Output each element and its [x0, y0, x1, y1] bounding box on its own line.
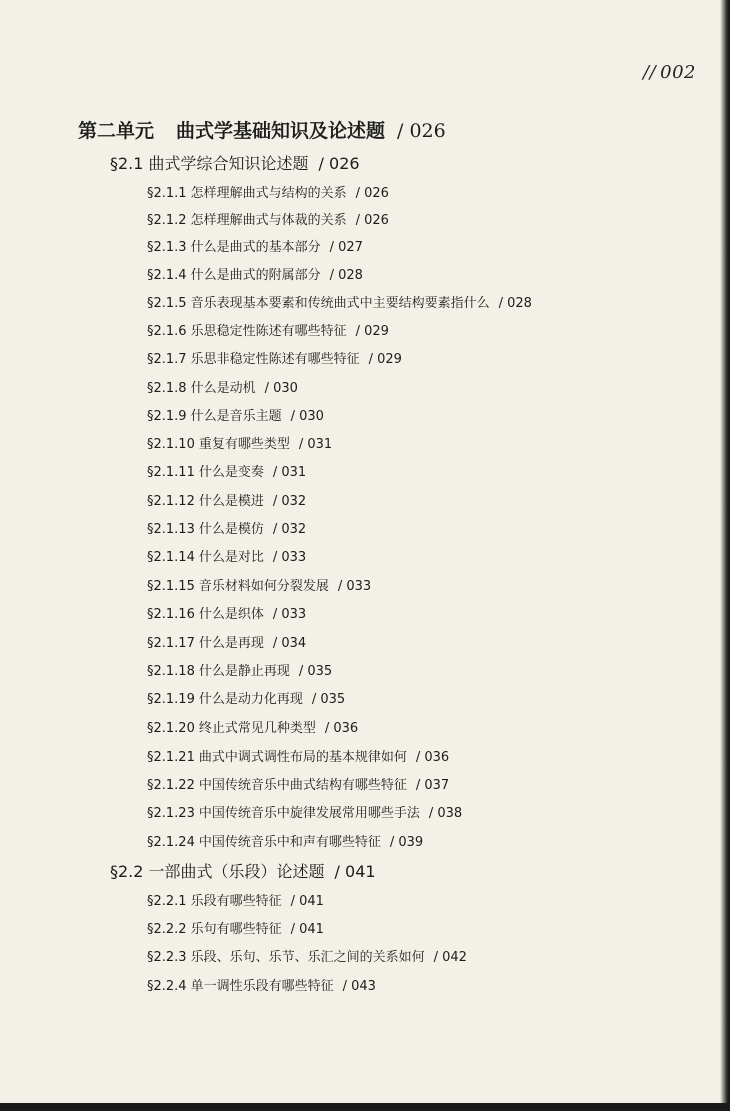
toc-entry[interactable]: [147, 433, 332, 452]
toc-entry[interactable]: [147, 461, 306, 480]
page-edge-shadow-bottom: [0, 1103, 730, 1111]
entry-title: 单一调性乐段有哪些特征: [190, 979, 334, 994]
entry-number: §2.1.2: [147, 213, 187, 228]
entry-page-ref: / 034: [272, 636, 307, 651]
entry-page-ref: / 028: [329, 268, 363, 283]
entry-number: §2.1.24: [147, 835, 195, 850]
entry-number: §2.1.5: [147, 296, 187, 311]
toc-entry[interactable]: [147, 946, 467, 965]
entry-title: 怎样理解曲式与结构的关系: [190, 186, 347, 201]
toc-entry[interactable]: [147, 236, 363, 255]
entry-title: 乐思非稳定性陈述有哪些特征: [190, 352, 360, 367]
entry-page-ref: / 035: [311, 692, 346, 707]
entry-title: 音乐材料如何分裂发展: [198, 579, 329, 594]
toc-entry[interactable]: [147, 918, 324, 937]
entry-number: §2.1.23: [147, 806, 195, 821]
section-page-ref: / 026: [318, 154, 360, 173]
section-label: §2.2 一部曲式（乐段）论述题: [110, 862, 325, 881]
toc-entry[interactable]: [147, 348, 402, 367]
entry-page-ref: / 032: [272, 522, 307, 537]
toc-entry[interactable]: [147, 660, 332, 679]
page-number-slash-mark: //: [643, 62, 657, 83]
entry-page-ref: / 028: [498, 296, 532, 311]
entry-number: §2.1.12: [147, 494, 195, 509]
entry-page-ref: / 038: [428, 806, 463, 821]
entry-number: §2.1.1: [147, 186, 187, 201]
toc-entry[interactable]: [147, 831, 423, 850]
entry-number: §2.1.11: [147, 465, 195, 480]
entry-title: 乐段有哪些特征: [190, 894, 282, 909]
entry-page-ref: / 037: [415, 778, 450, 793]
entry-number: §2.1.15: [147, 579, 195, 594]
entry-title: 乐思稳定性陈述有哪些特征: [190, 324, 347, 339]
page-number: // 002: [643, 62, 696, 83]
entry-page-ref: / 041: [290, 922, 324, 937]
entry-title: 什么是再现: [198, 636, 264, 651]
entry-title: 怎样理解曲式与体裁的关系: [190, 213, 347, 228]
toc-entry[interactable]: [147, 774, 449, 793]
entry-number: §2.1.9: [147, 409, 187, 424]
unit-label: 第二单元: [78, 120, 155, 142]
toc-entry[interactable]: [147, 890, 324, 909]
entry-page-ref: / 033: [272, 607, 307, 622]
toc-entry[interactable]: [147, 377, 298, 396]
entry-number: §2.1.21: [147, 750, 195, 765]
section-page-ref: / 041: [334, 862, 376, 881]
section-heading-2-1[interactable]: [110, 151, 360, 174]
entry-number: §2.2.4: [147, 979, 187, 994]
entry-title: 什么是模进: [198, 494, 264, 509]
entry-number: §2.1.4: [147, 268, 187, 283]
entry-number: §2.1.10: [147, 437, 195, 452]
entry-title: 重复有哪些类型: [198, 437, 290, 452]
toc-entry[interactable]: [147, 320, 389, 339]
unit-title: 曲式学基础知识及论述题: [176, 120, 386, 142]
entry-number: §2.1.14: [147, 550, 195, 565]
entry-title: 什么是变奏: [198, 465, 264, 480]
entry-page-ref: / 026: [355, 186, 389, 201]
unit-page-ref: / 026: [397, 120, 446, 142]
entry-page-ref: / 029: [355, 324, 389, 339]
entry-page-ref: / 039: [389, 835, 424, 850]
toc-entry[interactable]: [147, 292, 532, 311]
entry-page-ref: / 026: [355, 213, 389, 228]
entry-title: 中国传统音乐中曲式结构有哪些特征: [198, 778, 407, 793]
entry-number: §2.2.3: [147, 950, 187, 965]
entry-title: 音乐表现基本要素和传统曲式中主要结构要素指什么: [190, 296, 490, 311]
entry-page-ref: / 031: [272, 465, 307, 480]
entry-title: 什么是曲式的基本部分: [190, 240, 321, 255]
section-heading-2-2[interactable]: [110, 859, 376, 882]
entry-number: §2.2.1: [147, 894, 187, 909]
entry-page-ref: / 030: [264, 381, 298, 396]
toc-entry[interactable]: [147, 975, 376, 994]
entry-title: 什么是曲式的附属部分: [190, 268, 321, 283]
toc-entry[interactable]: [147, 688, 345, 707]
entry-page-ref: / 043: [342, 979, 376, 994]
entry-title: 中国传统音乐中和声有哪些特征: [198, 835, 381, 850]
entry-page-ref: / 032: [272, 494, 307, 509]
entry-title: 什么是模仿: [198, 522, 264, 537]
page-edge-shadow-right: [720, 0, 730, 1111]
entry-title: 中国传统音乐中旋律发展常用哪些手法: [198, 806, 420, 821]
entry-title: 乐句有哪些特征: [190, 922, 282, 937]
entry-title: 曲式中调式调性布局的基本规律如何: [198, 750, 407, 765]
entry-title: 什么是音乐主题: [190, 409, 282, 424]
entry-page-ref: / 031: [298, 437, 333, 452]
entry-page-ref: / 030: [290, 409, 324, 424]
entry-page-ref: / 029: [368, 352, 402, 367]
entry-page-ref: / 027: [329, 240, 363, 255]
entry-number: §2.2.2: [147, 922, 187, 937]
unit-heading[interactable]: [78, 116, 446, 143]
entry-number: §2.1.20: [147, 721, 195, 736]
entry-number: §2.1.3: [147, 240, 187, 255]
section-label: §2.1 曲式学综合知识论述题: [110, 154, 309, 173]
entry-number: §2.1.8: [147, 381, 187, 396]
entry-page-ref: / 036: [415, 750, 450, 765]
entry-page-ref: / 033: [272, 550, 307, 565]
entry-number: §2.1.7: [147, 352, 187, 367]
entry-page-ref: / 036: [324, 721, 359, 736]
entry-page-ref: / 041: [290, 894, 324, 909]
toc-entry[interactable]: [147, 490, 306, 509]
toc-entry[interactable]: [147, 405, 324, 424]
entry-page-ref: / 035: [298, 664, 333, 679]
entry-number: §2.1.19: [147, 692, 195, 707]
entry-number: §2.1.13: [147, 522, 195, 537]
entry-title: 什么是对比: [198, 550, 264, 565]
toc-entry[interactable]: [147, 717, 358, 736]
entry-number: §2.1.18: [147, 664, 195, 679]
entry-title: 什么是静止再现: [198, 664, 290, 679]
toc-entry[interactable]: [147, 746, 449, 765]
toc-entry[interactable]: [147, 182, 389, 201]
toc-entry[interactable]: [147, 603, 306, 622]
toc-entry[interactable]: [147, 209, 389, 228]
toc-entry[interactable]: [147, 575, 371, 594]
entry-page-ref: / 033: [337, 579, 372, 594]
toc-entry[interactable]: [147, 632, 306, 651]
entry-number: §2.1.22: [147, 778, 195, 793]
toc-entry[interactable]: [147, 264, 363, 283]
entry-number: §2.1.6: [147, 324, 187, 339]
entry-page-ref: / 042: [433, 950, 467, 965]
entry-number: §2.1.17: [147, 636, 195, 651]
entry-title: 什么是织体: [198, 607, 264, 622]
entry-title: 乐段、乐句、乐节、乐汇之间的关系如何: [190, 950, 425, 965]
toc-entry[interactable]: [147, 546, 306, 565]
toc-entry[interactable]: [147, 518, 306, 537]
toc-entry[interactable]: [147, 802, 462, 821]
entry-number: §2.1.16: [147, 607, 195, 622]
entry-title: 终止式常见几种类型: [198, 721, 316, 736]
entry-title: 什么是动机: [190, 381, 256, 396]
entry-title: 什么是动力化再现: [198, 692, 303, 707]
